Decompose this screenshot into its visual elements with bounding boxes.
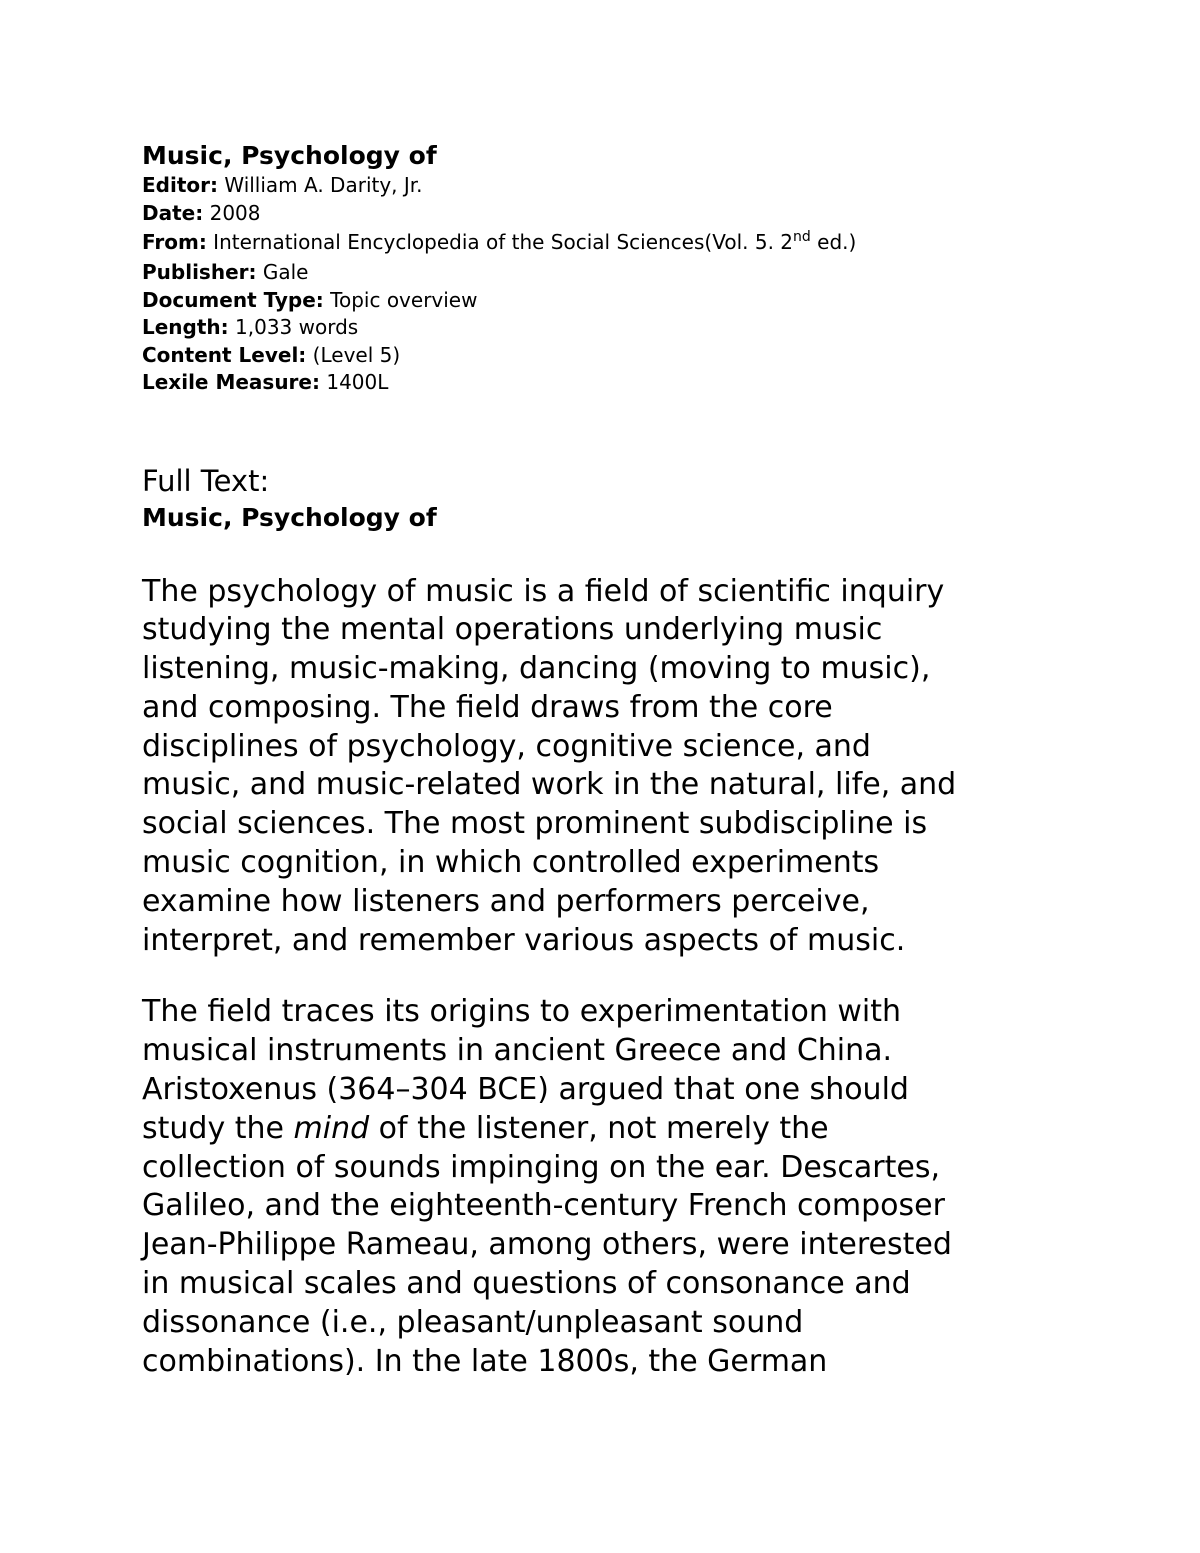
meta-editor-value: William A. Darity, Jr. <box>218 173 423 197</box>
document-page <box>142 140 1072 1381</box>
paragraph-line: Aristoxenus (364–304 BCE) argued that one should <box>142 1072 909 1108</box>
full-text-label: Full Text: <box>142 463 270 498</box>
paragraph-line: studying the mental operations underlying music <box>142 612 883 648</box>
meta-publisher <box>142 259 1072 287</box>
meta-publisher-label: Publisher: <box>142 260 257 284</box>
paragraph-line: collection of sounds impinging on the ear. Descartes, <box>142 1149 941 1185</box>
line-text: of the listener, not merely the <box>369 1110 829 1146</box>
meta-lexile-value: 1400L <box>319 370 389 394</box>
meta-editor <box>142 172 1072 200</box>
paragraph-line: music, and music-related work in the natural, life, and <box>142 767 957 803</box>
paragraph-line: The psychology of music is a field of scientific inquiry <box>142 573 945 609</box>
paragraph-1 <box>142 573 1072 961</box>
meta-from-tail: ed.) <box>810 230 857 254</box>
paragraph-line: in musical scales and questions of consonance and <box>142 1266 911 1302</box>
meta-date-value: 2008 <box>203 200 261 225</box>
meta-content-level <box>142 342 1072 370</box>
meta-from-superscript: nd <box>793 229 811 245</box>
paragraph-line: interpret, and remember various aspects of music. <box>142 922 906 958</box>
paragraph-line: social sciences. The most prominent subdiscipline is <box>142 806 928 842</box>
meta-from-value: International Encyclopedia of the Social Sciences(Vol. 5. 2 <box>206 230 794 254</box>
meta-from-label: From: <box>142 230 207 254</box>
meta-lexile-label: Lexile Measure: <box>142 370 320 394</box>
paragraph-line: Galileo, and the eighteenth-century French composer <box>142 1188 945 1224</box>
meta-document-type-label: Document Type: <box>142 287 324 312</box>
meta-document-type-value: Topic overview <box>323 287 478 312</box>
meta-content-level-value: (Level 5) <box>306 342 401 367</box>
paragraph-line: examine how listeners and performers perceive, <box>142 883 870 919</box>
meta-from <box>142 225 1072 259</box>
metadata-block <box>142 172 1072 397</box>
paragraph-line: The field traces its origins to experimentation with <box>142 994 902 1030</box>
meta-content-level-label: Content Level: <box>142 342 307 367</box>
meta-publisher-value: Gale <box>256 260 309 284</box>
paragraph-line: listening, music-making, dancing (moving to music), <box>142 651 931 687</box>
meta-editor-label: Editor: <box>142 173 218 197</box>
paragraph-2 <box>142 993 1072 1381</box>
paragraph-line: disciplines of psychology, cognitive science, and <box>142 728 871 764</box>
meta-date-label: Date: <box>142 200 204 225</box>
paragraph-line: Jean-Philippe Rameau, among others, were interested <box>142 1227 952 1263</box>
meta-lexile <box>142 369 1072 397</box>
meta-length <box>142 314 1072 342</box>
meta-document-type <box>142 287 1072 315</box>
meta-length-label: Length: <box>142 315 229 339</box>
paragraph-line: music cognition, in which controlled experiments <box>142 845 880 881</box>
article-title: Music, Psychology of <box>142 502 437 532</box>
document-title: Music, Psychology of <box>142 141 437 170</box>
paragraph-line-with-emphasis <box>142 1110 1072 1149</box>
paragraph-line: musical instruments in ancient Greece and China. <box>142 1033 893 1069</box>
paragraph-line: and composing. The field draws from the core <box>142 689 833 725</box>
paragraph-line: combinations). In the late 1800s, the German <box>142 1343 828 1379</box>
emphasized-word: mind <box>293 1110 370 1146</box>
meta-date <box>142 200 1072 228</box>
line-text: study the <box>142 1110 294 1146</box>
paragraph-line: dissonance (i.e., pleasant/unpleasant sound <box>142 1304 804 1340</box>
meta-length-value: 1,033 words <box>228 315 359 339</box>
